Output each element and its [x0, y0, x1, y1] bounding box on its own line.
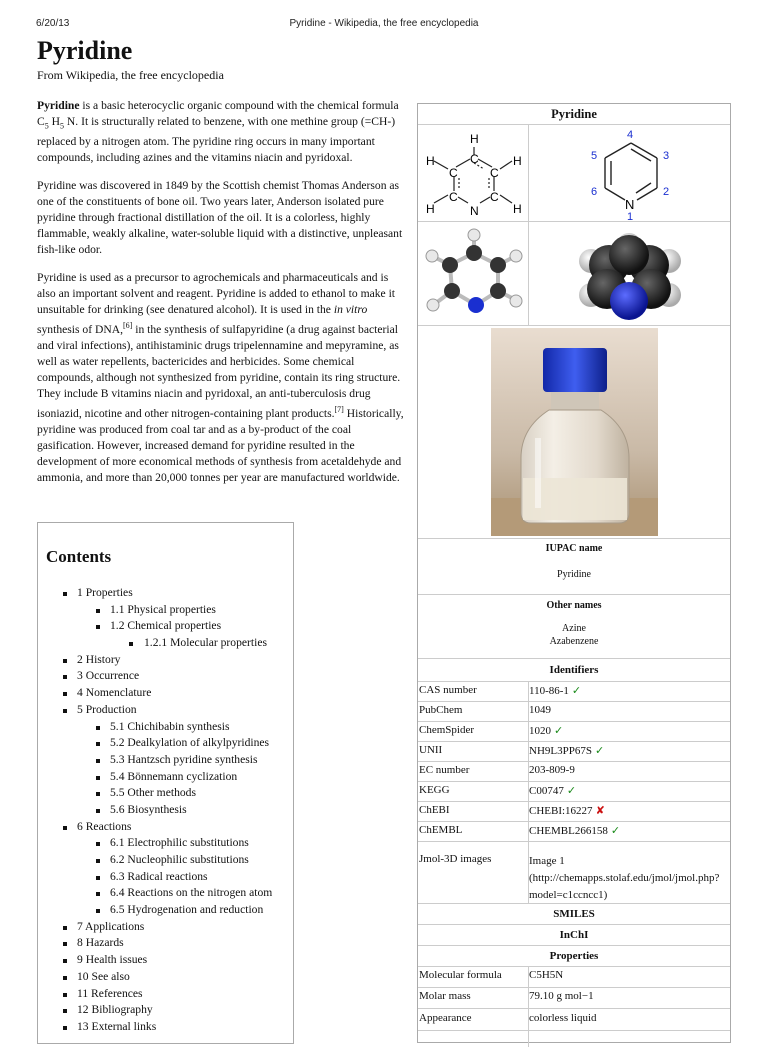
check-icon[interactable]: ✓ — [594, 745, 605, 757]
toc-item[interactable] — [38, 835, 293, 852]
toc-item[interactable] — [38, 902, 293, 919]
p3-italic: in vitro — [333, 303, 368, 317]
toc-item-label[interactable]: 5.5 Other methods — [110, 786, 196, 800]
ref-7[interactable]: [7] — [334, 405, 344, 415]
bullet-icon — [96, 609, 100, 613]
identifier-value[interactable]: 203-809-9 — [529, 764, 575, 776]
property-value: colorless liquid — [529, 1012, 597, 1024]
toc-item-label[interactable]: 5.4 Bönnemann cyclization — [110, 769, 238, 783]
toc-item-label[interactable]: 5.2 Dealkylation of alkylpyridines — [110, 736, 270, 750]
p1-text-c: N. It is structurally related to benzene, with one methine group (=CH-) replaced by a nitrogen atom. The pyridine ring occurs in many important compounds, including azines and the vitamins niacin and pyridoxal. — [37, 115, 396, 165]
toc-item[interactable] — [38, 1002, 293, 1019]
toc-item-label[interactable]: 10 See also — [77, 969, 130, 983]
bullet-icon — [96, 909, 100, 913]
atom-h-left-top: H — [426, 154, 435, 168]
identifier-key[interactable]: EC number — [419, 764, 470, 776]
toc-item[interactable] — [38, 919, 293, 936]
identifier-value[interactable]: CHEBI:16227 — [529, 805, 593, 817]
toc-item[interactable] — [38, 819, 293, 836]
toc-item-label[interactable]: 1.2 Chemical properties — [110, 619, 222, 633]
bullet-icon — [96, 776, 100, 780]
bullet-icon — [63, 826, 67, 830]
toc-item-label[interactable]: 7 Applications — [77, 919, 145, 933]
atom-n: N — [470, 204, 479, 218]
toc-item-label[interactable]: 6.3 Radical reactions — [110, 869, 208, 883]
ball-and-stick-model — [418, 223, 528, 325]
pos-6: 6 — [591, 186, 598, 198]
print-header — [0, 18, 768, 32]
property-row — [418, 967, 730, 988]
atom-h-right-top: H — [513, 154, 522, 168]
identifier-key[interactable]: CAS number — [419, 684, 477, 696]
uses-paragraph — [37, 270, 405, 486]
toc-item-label[interactable]: 8 Hazards — [77, 936, 124, 950]
toc-item-label[interactable]: 11 References — [77, 986, 143, 1000]
toc-item[interactable] — [38, 702, 293, 719]
toc-item-label[interactable]: 2 History — [77, 652, 121, 666]
subscript-5b: 5 — [60, 121, 65, 131]
bullet-icon — [63, 709, 67, 713]
bullet-icon — [63, 993, 67, 997]
article-body — [37, 98, 405, 498]
toc-item-label[interactable]: 13 External links — [77, 1019, 157, 1033]
identifier-row — [418, 762, 730, 782]
atom-c6: C — [490, 190, 499, 204]
bullet-icon — [96, 876, 100, 880]
property-key[interactable]: Molecular formula — [419, 969, 502, 981]
space-filling-model — [529, 223, 730, 325]
other-name-azabenzene: Azabenzene — [549, 636, 599, 647]
identifier-value[interactable]: NH9L3PP67S — [529, 745, 592, 757]
toc-list — [38, 585, 293, 1036]
identifier-row — [418, 682, 730, 702]
toc-item-label[interactable]: 5 Production — [77, 702, 137, 716]
toc-item-label[interactable]: 5.6 Biosynthesis — [110, 802, 187, 816]
bullet-icon — [63, 976, 67, 980]
bullet-icon — [63, 959, 67, 963]
bullet-icon — [63, 926, 67, 930]
bullet-icon — [96, 759, 100, 763]
toc-item-label[interactable]: 12 Bibliography — [77, 1003, 153, 1017]
toc-item-label[interactable]: 6.4 Reactions on the nitrogen atom — [110, 886, 273, 900]
identifier-key[interactable]: PubChem — [419, 704, 463, 716]
toc-item[interactable] — [38, 852, 293, 869]
pos-1: 1 — [627, 211, 634, 221]
properties-header: Properties — [418, 946, 730, 967]
toc-heading: Contents — [46, 547, 112, 566]
other-names-section — [418, 595, 730, 659]
pos-2: 2 — [663, 186, 670, 198]
toc-item[interactable] — [38, 652, 293, 669]
toc-item[interactable] — [38, 635, 293, 652]
bullet-icon — [96, 892, 100, 896]
atom-h-right-bottom: H — [513, 202, 522, 216]
toc-item-label[interactable]: 1.1 Physical properties — [110, 602, 216, 616]
bold-term: Pyridine — [37, 99, 80, 112]
toc-item[interactable] — [38, 685, 293, 702]
table-of-contents — [37, 522, 294, 1044]
bullet-icon — [96, 792, 100, 796]
print-title: Pyridine - Wikipedia, the free encyclopedia — [289, 18, 479, 29]
pos-5: 5 — [591, 150, 598, 162]
other-names-header: Other names — [546, 600, 602, 611]
pos-3: 3 — [663, 150, 670, 162]
toc-item[interactable] — [38, 769, 293, 786]
property-value: 79.10 g mol−1 — [529, 990, 594, 1002]
identifiers-header: Identifiers — [418, 659, 730, 682]
toc-item[interactable] — [38, 618, 293, 635]
intro-paragraph — [37, 98, 405, 166]
toc-item[interactable] — [38, 752, 293, 769]
bullet-icon — [63, 675, 67, 679]
toc-item[interactable] — [38, 668, 293, 685]
toc-item-label[interactable]: 4 Nomenclature — [77, 686, 152, 700]
check-icon[interactable]: ✓ — [566, 785, 577, 797]
toc-item[interactable] — [38, 785, 293, 802]
toc-item-label[interactable]: 1 Properties — [77, 586, 133, 599]
iupac-section — [418, 539, 730, 595]
bullet-icon — [63, 942, 67, 946]
print-date: 6/20/13 — [36, 18, 70, 29]
identifier-value[interactable]: 1049 — [529, 704, 551, 716]
toc-item[interactable] — [38, 1019, 293, 1036]
jmol-image-link[interactable]: Image 1 — [529, 855, 565, 867]
inchi-toggle[interactable]: InChI — [418, 925, 730, 946]
identifier-row — [418, 722, 730, 742]
bullet-icon — [96, 859, 100, 863]
identifier-row — [418, 782, 730, 802]
identifier-key[interactable]: UNII — [419, 744, 443, 756]
toc-item-label[interactable]: 6.5 Hydrogenation and reduction — [110, 903, 264, 917]
identifier-key[interactable]: ChEMBL — [419, 824, 463, 836]
p3-text-c: in the synthesis of sulfapyridine (a drug against bacterial and viral infections), antihistaminic drugs tripelennamine and mepyramine, as well as water repellents, bactericides and herbicides. Some chemical compounds, although not synthesized from pyridine, contain its ring structure. They include B vitamins niacin and pyridoxal, an anti-tuberculosis drug isoniazid, nicotine and other nitrogen-containing plant products. — [37, 323, 401, 421]
identifier-row — [418, 702, 730, 722]
check-icon[interactable]: ✓ — [571, 685, 582, 697]
skeletal-formula-explicit — [418, 125, 528, 221]
toc-item-label[interactable]: 6.1 Electrophilic substitutions — [110, 836, 249, 850]
infobox-title: Pyridine — [418, 104, 730, 125]
property-value: C5H5N — [529, 969, 564, 981]
property-row — [418, 1010, 730, 1031]
atom-c5: C — [490, 166, 499, 180]
identifier-value[interactable]: 110-86-1 — [529, 685, 569, 697]
toc-item[interactable] — [38, 952, 293, 969]
identifier-value[interactable]: CHEMBL266158 — [529, 825, 608, 837]
jmol-row — [418, 841, 730, 904]
bullet-icon — [96, 625, 100, 629]
jmol-key: Jmol-3D images — [419, 853, 492, 865]
p3-text-a: Pyridine is used as a precursor to agrochemicals and pharmaceuticals and is also an important solvent and reagent. Pyridine is added to ethanol to make it unsuitable for drinking (see denatured alcohol). It is used in the — [37, 271, 396, 317]
bullet-icon — [63, 692, 67, 696]
property-key[interactable]: Appearance — [419, 1012, 472, 1024]
bullet-icon — [63, 592, 67, 596]
toc-item[interactable] — [38, 885, 293, 902]
bullet-icon — [96, 742, 100, 746]
ring-n: N — [625, 197, 635, 212]
identifier-row — [418, 802, 730, 822]
iupac-value: Pyridine — [557, 569, 591, 580]
subscript-5a: 5 — [44, 121, 49, 131]
bullet-icon — [63, 659, 67, 663]
bullet-icon — [96, 809, 100, 813]
atom-h-left-bottom: H — [426, 202, 435, 216]
bullet-icon — [63, 1026, 67, 1030]
toc-item-label[interactable]: 5.1 Chichibabin synthesis — [110, 719, 230, 733]
bullet-icon — [96, 726, 100, 730]
identifier-key[interactable]: ChEBI — [419, 804, 450, 816]
toc-item[interactable] — [38, 802, 293, 819]
identifier-key[interactable]: KEGG — [419, 784, 450, 796]
pos-4: 4 — [627, 129, 634, 141]
page-title: Pyridine — [37, 36, 133, 65]
toc-item-label[interactable]: 1.2.1 Molecular properties — [144, 636, 267, 650]
bullet-icon — [96, 842, 100, 846]
bullet-icon — [129, 642, 133, 646]
toc-item-label[interactable]: 3 Occurrence — [77, 669, 140, 683]
p1-text-a: is a basic heterocyclic organic compound with the chemical formula C — [37, 99, 399, 128]
atom-c4: C — [470, 152, 479, 166]
ref-6[interactable]: [6] — [123, 321, 133, 331]
check-icon[interactable]: ✓ — [554, 725, 564, 737]
identifier-value[interactable]: C00747 — [529, 785, 564, 797]
toc-item-label[interactable]: 6 Reactions — [77, 819, 132, 833]
toc-item[interactable] — [38, 869, 293, 886]
check-icon[interactable]: ✓ — [610, 825, 621, 837]
property-key[interactable]: Molar mass — [419, 990, 471, 1002]
atom-h-top: H — [470, 132, 479, 146]
history-paragraph: Pyridine was discovered in 1849 by the Scottish chemist Thomas Anderson as one of the constituents of bone oil. Two years later, Anderson isolated pure pyridine through fractional distillation of the oil. It is a colorless, highly flammable, weakly alkaline, water-soluble liquid with a distinctive, unpleasant fish-like odor. — [37, 179, 403, 257]
smiles-toggle[interactable]: SMILES — [418, 904, 730, 925]
property-row — [418, 988, 730, 1009]
infobox — [417, 103, 731, 1043]
from-line: From Wikipedia, the free encyclopedia — [37, 68, 224, 82]
identifier-key[interactable]: ChemSpider — [419, 724, 474, 736]
bullet-icon — [63, 1009, 67, 1013]
jmol-url-line1[interactable]: (http://chemapps.stolaf.edu/jmol/jmol.php? — [529, 872, 720, 884]
identifier-row — [418, 742, 730, 762]
toc-item[interactable] — [38, 585, 293, 602]
toc-item[interactable] — [38, 986, 293, 1003]
other-name-azine: Azine — [562, 623, 586, 634]
toc-item[interactable] — [38, 602, 293, 619]
p1-text-b: H — [48, 115, 61, 128]
numbered-ring-diagram — [529, 125, 730, 221]
toc-item[interactable] — [38, 735, 293, 752]
jmol-url-line2[interactable]: model=c1ccncc1) — [529, 889, 608, 901]
iupac-header: IUPAC name — [545, 543, 603, 554]
toc-item[interactable] — [38, 935, 293, 952]
toc-item-label[interactable]: 9 Health issues — [77, 953, 148, 967]
pyridine-bottle-photo — [491, 328, 658, 536]
p3-text-d: Historically, pyridine was produced from coal tar and as a by-product of the coal gasification. However, increased demand for pyridine resulted in the development of more economical methods of synthesis from acetaldehyde and ammonia, and more than 20,000 tonnes per year are manufactured worldwide. — [37, 407, 404, 485]
p3-text-b: synthesis of DNA, — [37, 323, 123, 337]
atom-c3: C — [449, 166, 458, 180]
identifier-row — [418, 822, 730, 842]
identifier-value[interactable]: 1020 — [529, 725, 551, 737]
atom-c2: C — [449, 190, 458, 204]
toc-item[interactable] — [38, 969, 293, 986]
cross-icon[interactable]: ✘ — [595, 805, 605, 817]
toc-item[interactable] — [38, 719, 293, 736]
toc-item-label[interactable]: 6.2 Nucleophilic substitutions — [110, 853, 249, 866]
toc-item-label[interactable]: 5.3 Hantzsch pyridine synthesis — [110, 752, 258, 766]
